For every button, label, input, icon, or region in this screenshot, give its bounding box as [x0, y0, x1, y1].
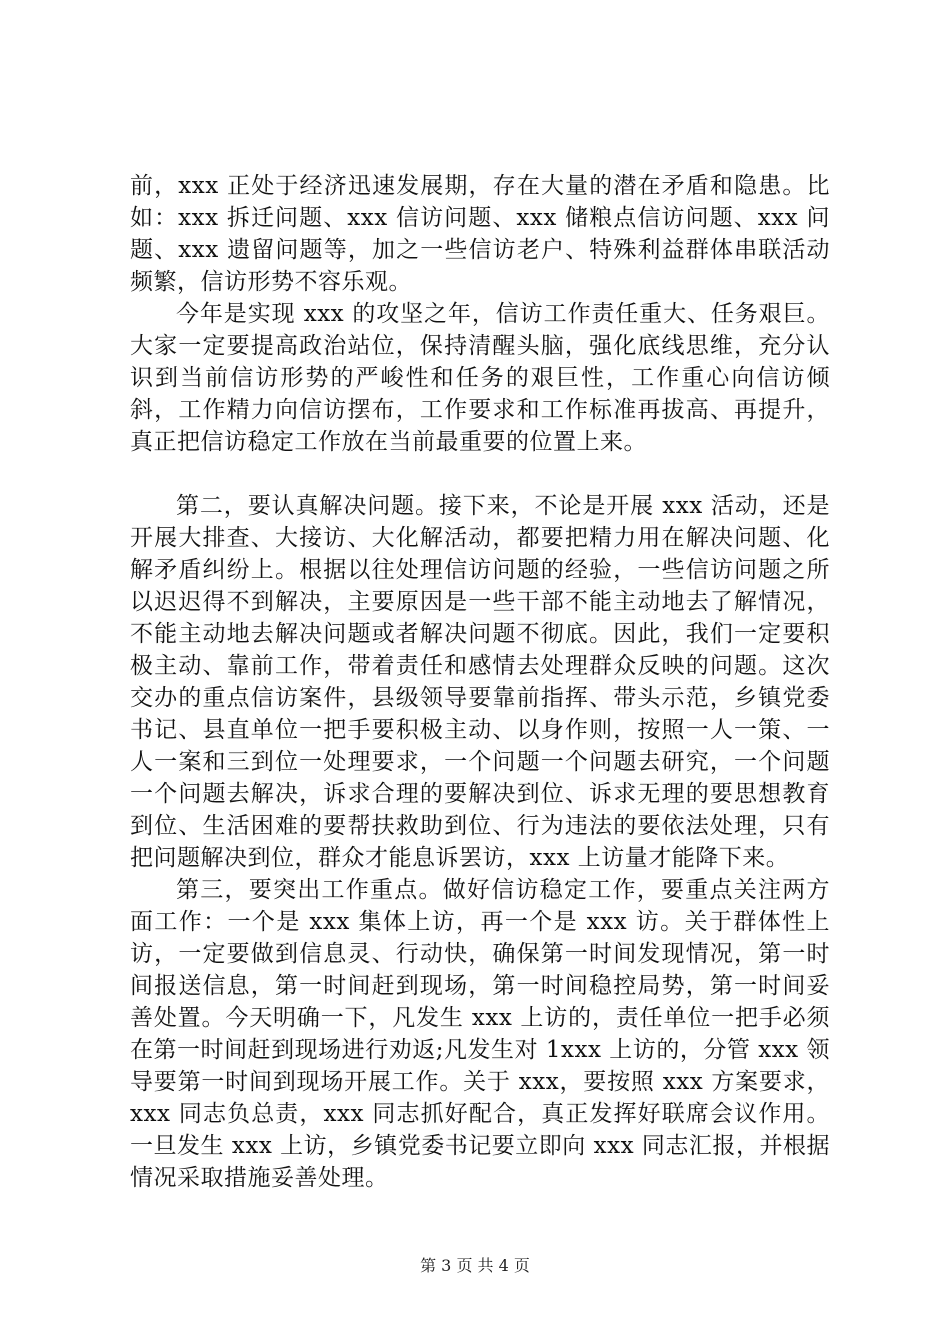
paragraph-current-year: 今年是实现 xxx 的攻坚之年，信访工作责任重大、任务艰巨。大家一定要提高政治站位，保持清醒头脑，强化底线思维，充分认识到当前信访形势的严峻性和任务的艰巨性，工作重心向信访倾斜，工作精力向信访摆布，工作要求和工作标准再拔高、再提升，真正把信访稳定工作放在当前最重要的位置上来。	[130, 301, 830, 455]
document-body	[130, 170, 830, 1194]
paragraph-gap	[130, 458, 830, 490]
page-number-footer: 第 3 页 共 4 页	[420, 1256, 530, 1275]
paragraph-second-point: 第二，要认真解决问题。接下来，不论是开展 xxx 活动，还是开展大排查、大接访、大化解活动，都要把精力用在解决问题、化解矛盾纠纷上。根据以往处理信访问题的经验，一些信访问题之所以迟迟得不到解决，主要原因是一些干部不能主动地去了解情况，不能主动地去解决问题或者解决问题不彻底。因此，我们一定要积极主动、靠前工作，带着责任和感情去处理群众反映的问题。这次交办的重点信访案件，县级领导要靠前指挥、带头示范，乡镇党委书记、县直单位一把手要积极主动、以身作则，按照一人一策、一人一案和三到位一处理要求，一个问题一个问题去研究，一个问题一个问题去解决，诉求合理的要解决到位、诉求无理的要思想教育到位、生活困难的要帮扶救助到位、行为违法的要依法处理，只有把问题解决到位，群众才能息诉罢访，xxx 上访量才能降下来。	[130, 493, 830, 871]
paragraph-continuation: 前，xxx 正处于经济迅速发展期，存在大量的潜在矛盾和隐患。比如：xxx 拆迁问题、xxx 信访问题、xxx 储粮点信访问题、xxx 问题、xxx 遗留问题等，加之一些信访老户、特殊利益群体串联活动频繁，信访形势不容乐观。	[130, 173, 830, 295]
paragraph-third-point: 第三，要突出工作重点。做好信访稳定工作，要重点关注两方面工作：一个是 xxx 集体上访，再一个是 xxx 访。关于群体性上访，一定要做到信息灵、行动快，确保第一时间发现情况，第一时间报送信息，第一时间赶到现场，第一时间稳控局势，第一时间妥善处置。今天明确一下，凡发生 xxx 上访的，责任单位一把手必须在第一时间赶到现场进行劝返;凡发生对 1xxx 上访的，分管 xxx 领导要第一时间到现场开展工作。关于 xxx，要按照 xxx 方案要求，xxx 同志负总责，xxx 同志抓好配合，真正发挥好联席会议作用。一旦发生 xxx 上访，乡镇党委书记要立即向 xxx 同志汇报，并根据情况采取措施妥善处理。	[130, 877, 830, 1191]
